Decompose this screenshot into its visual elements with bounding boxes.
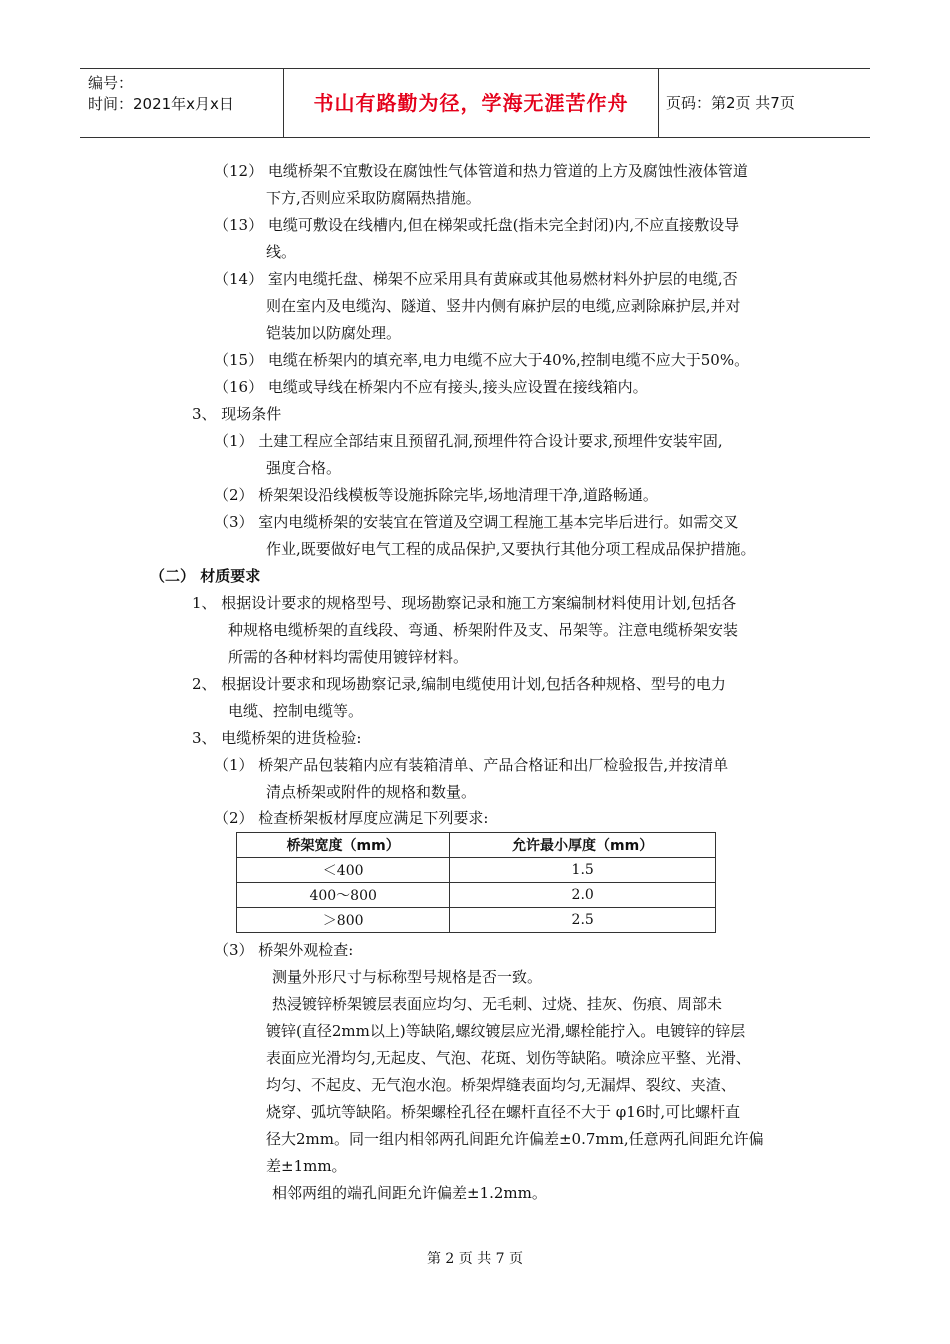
body-text-line: （16） 电缆或导线在桥架内不应有接头,接头应设置在接线箱内。 bbox=[214, 378, 648, 396]
table-cell: 1.5 bbox=[450, 858, 716, 883]
body-text-line: 作业,既要做好电气工程的成品保护,又要执行其他分项工程成品保护措施。 bbox=[266, 540, 756, 558]
body-text-line: （14） 室内电缆托盘、梯架不应采用具有黄麻或其他易燃材料外护层的电缆,否 bbox=[214, 270, 738, 288]
body-text-line: 相邻两组的端孔间距允许偏差±1.2mm。 bbox=[272, 1184, 547, 1202]
body-text-line: 1、 根据设计要求的规格型号、现场勘察记录和施工方案编制材料使用计划,包括各 bbox=[192, 594, 737, 612]
body-text-line: 则在室内及电缆沟、隧道、竖井内侧有麻护层的电缆,应剥除麻护层,并对 bbox=[266, 297, 741, 315]
body-text-line: 清点桥架或附件的规格和数量。 bbox=[266, 783, 477, 801]
header-page-label: 页码：第2页 共7页 bbox=[666, 94, 795, 112]
body-text-line: 所需的各种材料均需使用镀锌材料。 bbox=[228, 648, 469, 666]
body-text-line: 烧穿、弧坑等缺陷。桥架螺栓孔径在螺杆直径不大于 φ16时,可比螺杆直 bbox=[266, 1103, 741, 1121]
table-cell: 400～800 bbox=[237, 883, 450, 908]
body-text-line: （3） 桥架外观检查: bbox=[214, 941, 354, 959]
body-text-line: （13） 电缆可敷设在线槽内,但在梯架或托盘(指未完全封闭)内,不应直接敷设导 bbox=[214, 216, 740, 234]
body-text-line: 测量外形尺寸与标称型号规格是否一致。 bbox=[272, 968, 543, 986]
table-header-row bbox=[237, 833, 716, 858]
header-divider bbox=[658, 69, 659, 137]
body-text-line: 径大2mm。同一组内相邻两孔间距允许偏差±0.7mm,任意两孔间距允许偏 bbox=[266, 1130, 764, 1148]
body-text-line: （15） 电缆在桥架内的填充率,电力电缆不应大于40%,控制电缆不应大于50%。 bbox=[214, 351, 750, 369]
document-time-label: 时间：2021年x月x日 bbox=[88, 95, 234, 113]
body-text-line: 强度合格。 bbox=[266, 459, 342, 477]
body-text-line: 热浸镀锌桥架镀层表面应均匀、无毛刺、过烧、挂灰、伤痕、周部未 bbox=[272, 995, 723, 1013]
body-text-line: 差±1mm。 bbox=[266, 1157, 347, 1175]
body-text-line: （2） 检查桥架板材厚度应满足下列要求: bbox=[214, 809, 489, 827]
body-text-line: 表面应光滑均匀,无起皮、气泡、花斑、划伤等缺陷。喷涂应平整、光滑、 bbox=[266, 1049, 751, 1067]
body-text-line: （3） 室内电缆桥架的安装宜在管道及空调工程施工基本完毕后进行。如需交叉 bbox=[214, 513, 739, 531]
table-cell: 2.0 bbox=[450, 883, 716, 908]
body-text-line: 3、 现场条件 bbox=[192, 405, 282, 423]
table-cell: ＜400 bbox=[237, 858, 450, 883]
body-text-line: 种规格电缆桥架的直线段、弯通、桥架附件及支、吊架等。注意电缆桥架安装 bbox=[228, 621, 739, 639]
page-footer: 第 2 页 共 7 页 bbox=[426, 1251, 524, 1267]
body-text-line: 镀锌(直径2mm以上)等缺陷,螺纹镀层应光滑,螺栓能拧入。电镀锌的锌层 bbox=[266, 1022, 746, 1040]
header-meta bbox=[88, 73, 284, 115]
body-text-line: 2、 根据设计要求和现场勘察记录,编制电缆使用计划,包括各种规格、型号的电力 bbox=[192, 675, 726, 693]
table-cell: ＞800 bbox=[237, 908, 450, 933]
body-text-line: 铠装加以防腐处理。 bbox=[266, 324, 402, 342]
body-text-line: （1） 土建工程应全部结束且预留孔洞,预埋件符合设计要求,预埋件安装牢固, bbox=[214, 432, 723, 450]
table-header-cell: 桥架宽度（mm） bbox=[237, 833, 450, 858]
table-row bbox=[237, 908, 716, 933]
table-cell: 2.5 bbox=[450, 908, 716, 933]
header-motto: 书山有路勤为径，学海无涯苦作舟 bbox=[313, 91, 629, 115]
body-text-line: 电缆、控制电缆等。 bbox=[228, 702, 364, 720]
body-text-line: 下方,否则应采取防腐隔热措施。 bbox=[266, 189, 481, 207]
body-text-line: 均匀、不起皮、无气泡水泡。桥架焊缝表面均匀,无漏焊、裂纹、夹渣、 bbox=[266, 1076, 736, 1094]
page-header bbox=[80, 68, 870, 138]
document-number-label: 编号： bbox=[88, 74, 134, 92]
thickness-table bbox=[236, 832, 716, 933]
table-header-cell: 允许最小厚度（mm） bbox=[450, 833, 716, 858]
body-text-line: 3、 电缆桥架的进货检验: bbox=[192, 729, 362, 747]
body-text-line: 线。 bbox=[266, 243, 297, 261]
table-row bbox=[237, 883, 716, 908]
body-text-line: （2） 桥架架设沿线模板等设施拆除完毕,场地清理干净,道路畅通。 bbox=[214, 486, 658, 504]
table-row bbox=[237, 858, 716, 883]
body-text-line: （12） 电缆桥架不宜敷设在腐蚀性气体管道和热力管道的上方及腐蚀性液体管道 bbox=[214, 162, 748, 180]
section-heading: （二） 材质要求 bbox=[150, 567, 261, 585]
body-text-line: （1） 桥架产品包装箱内应有装箱清单、产品合格证和出厂检验报告,并按清单 bbox=[214, 756, 729, 774]
